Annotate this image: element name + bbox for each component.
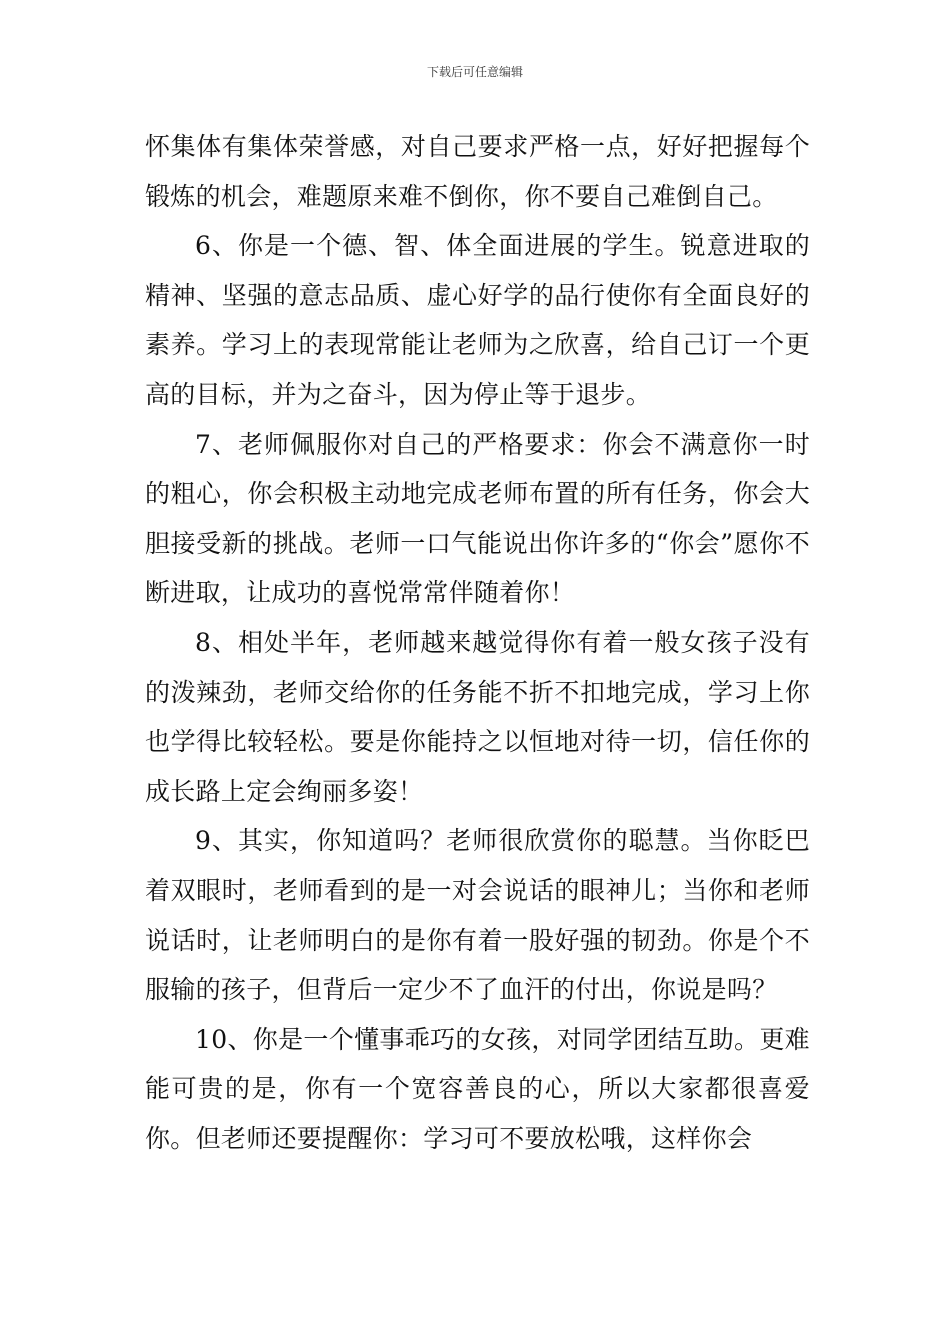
paragraph-item-9: 9、其实，你知道吗？老师很欣赏你的聪慧。当你眨巴着双眼时，老师看到的是一对会说话的眼神儿；当你和老师说话时，让老师明白的是你有着一股好强的韧劲。你是个不服输的孩子，但背后一定少不了血汗的付出，你说是吗？ bbox=[145, 826, 810, 1005]
paragraph-item-8: 8、相处半年，老师越来越觉得你有着一般女孩子没有的泼辣劲，老师交给你的任务能不折不扣地完成，学习上你也学得比较轻松。要是你能持之以恒地对待一切，信任你的成长路上定会绚丽多姿！ bbox=[145, 627, 810, 806]
paragraph-item-7: 7、老师佩服你对自己的严格要求：你会不满意你一时的粗心，你会积极主动地完成老师布置的所有任务，你会大胆接受新的挑战。老师一口气能说出你许多的“你会”愿你不断进取，让成功的喜悦常常伴随着你！ bbox=[145, 429, 810, 608]
paragraph-continuation: 怀集体有集体荣誉感，对自己要求严格一点，好好把握每个锻炼的机会，难题原来难不倒你，你不要自己难倒自己。 bbox=[145, 132, 810, 211]
page-header: 下载后可任意编辑 bbox=[426, 65, 523, 79]
paragraph-item-6: 6、你是一个德、智、体全面进展的学生。锐意进取的精神、坚强的意志品质、虚心好学的品行使你有全面良好的素养。学习上的表现常能让老师为之欣喜，给自己订一个更高的目标，并为之奋斗，因为停止等于退步。 bbox=[145, 231, 810, 409]
paragraph-item-10: 10、你是一个懂事乖巧的女孩，对同学团结互助。更难能可贵的是，你有一个宽容善良的心，所以大家都很喜爱你。但老师还要提醒你：学习可不要放松哦，这样你会 bbox=[145, 1024, 810, 1153]
document-body bbox=[145, 122, 810, 1163]
